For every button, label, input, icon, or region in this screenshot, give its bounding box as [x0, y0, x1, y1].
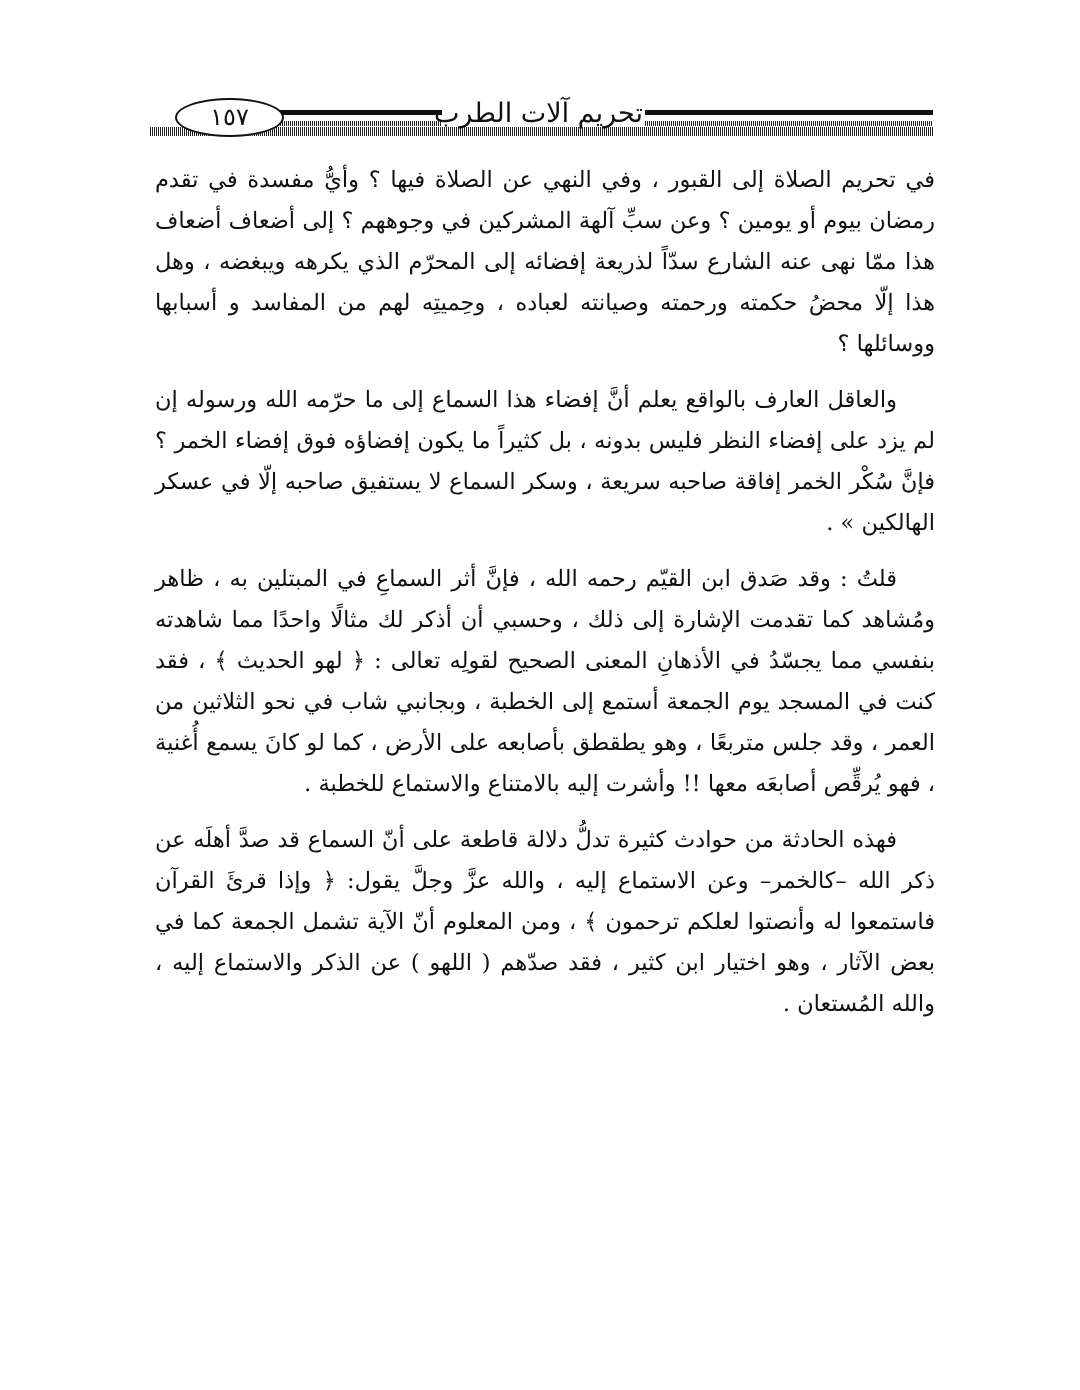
paragraph: والعاقل العارف بالواقع يعلم أنَّ إفضاء هذا السماع إلى ما حرّمه الله ورسوله إن لم يزد على إفضاء النظر فليس بدونه ، بل كثيراً ما يكون إفضاؤه فوق إفضاء الخمر ؟ فإنَّ سُكْر الخمر إفاقة صاحبه سريعة ، وسكر السماع لا يستفيق صاحبه إلّا في عسكر الهالكين » .: [155, 387, 935, 536]
paragraph: في تحريم الصلاة إلى القبور ، وفي النهي عن الصلاة فيها ؟ وأيُّ مفسدة في تقدم رمضان بيوم أو يومين ؟ وعن سبِّ آلهة المشركين في وجوههم ؟ إلى أضعاف أضعاف هذا ممّا نهى عنه الشارع سدّاً لذريعة إفضائه إلى المحرّم الذي يكرهه ويبغضه ، وهل هذا إلّا محضُ حكمته ورحمته وصيانته لعباده ، وحِميتِه لهم من المفاسد و أسبابها ووسائلها ؟: [155, 167, 935, 357]
book-title: تحريم آلات الطرب: [434, 98, 643, 129]
page-body: [155, 160, 935, 1025]
page-number: ١٥٧: [175, 98, 284, 137]
running-header: [150, 96, 933, 146]
paragraph: فهذه الحادثة من حوادث كثيرة تدلُّ دلالة قاطعة على أنّ السماع قد صدَّ أهلَه عن ذكر الله –كالخمر– وعن الاستماع إليه ، والله عزَّ وجلَّ يقول: ﴿ وإذا قرئَ القرآن فاستمعوا له وأنصتوا لعلكم ترحمون ﴾ ، ومن المعلوم أنّ الآية تشمل الجمعة كما في بعض الآثار ، وهو اختيار ابن كثير ، فقد صدّهم ( اللهو ) عن الذكر والاستماع إليه ، والله المُستعان .: [155, 827, 935, 1017]
paragraph: قلتُ : وقد صَدق ابن القيّم رحمه الله ، فإنَّ أثر السماعِ في المبتلين به ، ظاهر ومُشاهد كما تقدمت الإشارة إلى ذلك ، وحسبي أن أذكر لك مثالًا واحدًا مما شاهدته بنفسي مما يجسّدُ في الأذهانِ المعنى الصحيح لقولِه تعالى : ﴿ لهو الحديث ﴾ ، فقد كنت في المسجد يوم الجمعة أستمع إلى الخطبة ، وبجانبي شاب في نحو الثلاثين من العمر ، وقد جلس متربعًا ، وهو يطقطق بأصابعه على الأرض ، كما لو كانَ يسمع أُغنية ، فهو يُرقِّص أصابعَه معها !! وأشرت إليه بالامتناع والاستماع للخطبة .: [155, 566, 935, 797]
header-rule-right: [645, 110, 933, 126]
header-rule-left: [260, 110, 442, 126]
